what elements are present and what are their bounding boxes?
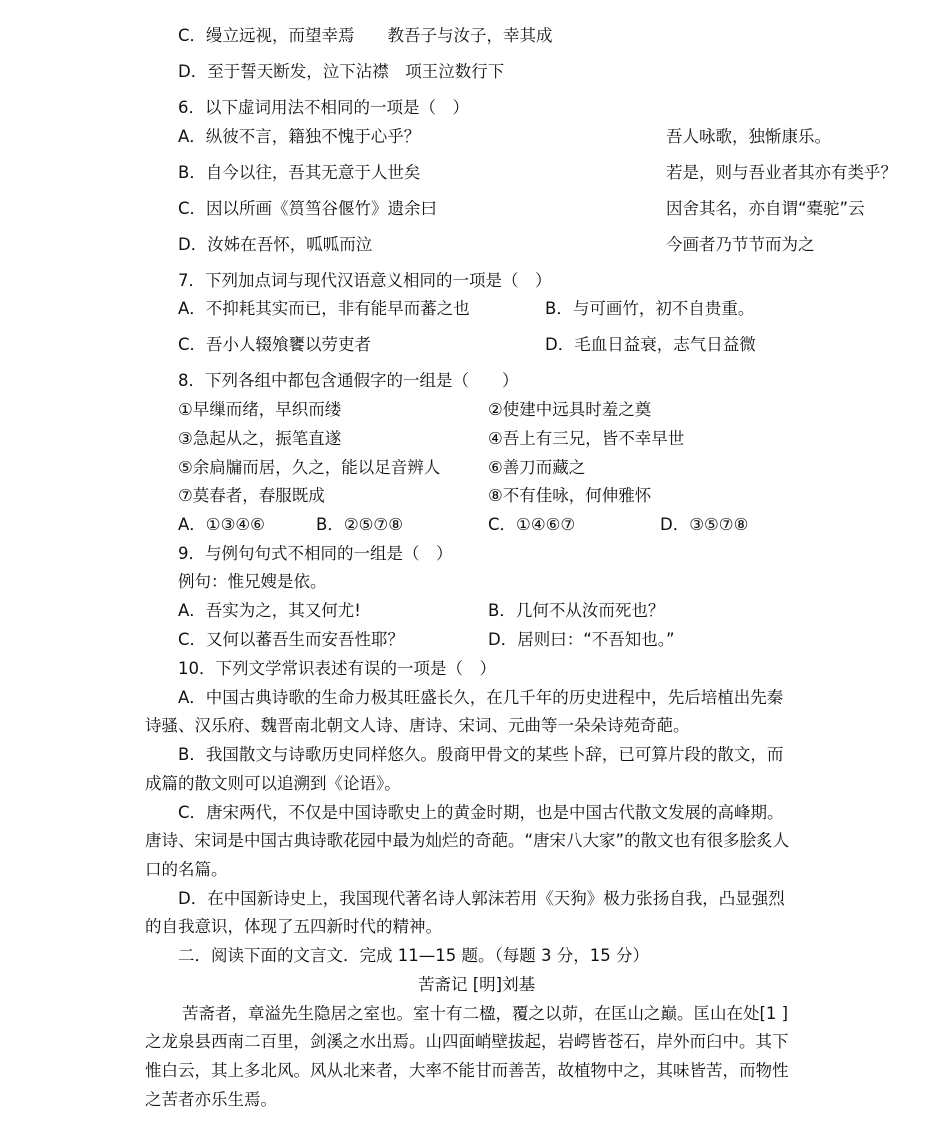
- passage-line-4: 之苦者亦乐生焉。: [145, 1090, 277, 1109]
- q10-option-c-line2: 唐诗、宋词是中国古典诗歌花园中最为灿烂的奇葩。“唐宋八大家”的散文也有很多脍炙人: [145, 831, 790, 850]
- q6-option-d: D．汝姊在吾怀，呱呱而泣 今画者乃节节而为之: [178, 235, 815, 254]
- q10-option-c-line3: 口的名篇。: [145, 860, 228, 879]
- q8-choices: A．①③④⑥ B．②⑤⑦⑧ C．①④⑥⑦ D．③⑤⑦⑧: [178, 515, 749, 534]
- question-6: 6．以下虚词用法不相同的一项是（ ）: [178, 98, 469, 117]
- q7-options-ab: A．不抑耗其实而已，非有能早而蕃之也 B．与可画竹，初不自贵重。: [178, 299, 755, 318]
- q9-options-cd: C．又何以蕃吾生而安吾性耶？ D．居则曰：“不吾知也。”: [178, 630, 675, 649]
- question-9: 9．与例句句式不相同的一组是（ ）: [178, 544, 453, 563]
- question-7: 7．下列加点词与现代汉语意义相同的一项是（ ）: [178, 271, 552, 290]
- q10-option-a-line2: 诗骚、汉乐府、魏晋南北朝文人诗、唐诗、宋词、元曲等一朵朵诗苑奇葩。: [145, 716, 690, 735]
- passage-line-1: 苦斋者，章溢先生隐居之室也。室十有二楹，覆之以茆，在匡山之巅。匡山在处[1 ]: [182, 1004, 789, 1023]
- q10-option-c-line1: C．唐宋两代，不仅是中国诗歌史上的黄金时期，也是中国古代散文发展的高峰期。: [178, 803, 784, 822]
- q8-items-12: ①早缫而绪，早织而缕 ②使建中远具时羞之奠: [178, 400, 652, 419]
- q6-option-a: A．纵彼不言，籍独不愧于心乎？ 吾人咏歌，独惭康乐。: [178, 127, 831, 146]
- q10-option-d-line2: 的自我意识，体现了五四新时代的精神。: [145, 917, 442, 936]
- q8-items-78: ⑦莫春者，春服既成 ⑧不有佳咏，何伸雅怀: [178, 486, 652, 505]
- q10-option-a-line1: A．中国古典诗歌的生命力极其旺盛长久，在几千年的历史进程中，先后培植出先秦: [178, 688, 784, 707]
- q10-option-d-line1: D．在中国新诗史上，我国现代著名诗人郭沫若用《天狗》极力张扬自我，凸显强烈: [178, 889, 785, 908]
- passage-line-2: 之龙泉县西南二百里，剑溪之水出焉。山四面峭壁拔起，岩崿皆苍石，岸外而臼中。其下: [145, 1032, 789, 1051]
- question-10: 10．下列文学常识表述有误的一项是（ ）: [178, 659, 496, 678]
- q7-options-cd: C．吾小人辍飧饔以劳吏者 D．毛血日益衰，志气日益微: [178, 335, 756, 354]
- passage-title: 苦斋记 [明]刘基: [418, 975, 536, 994]
- q8-items-56: ⑤余扃牖而居，久之，能以足音辨人 ⑥善刀而藏之: [178, 458, 586, 477]
- q9-options-ab: A．吾实为之，其又何尤! B．几何不从汝而死也？: [178, 601, 665, 620]
- question-8: 8．下列各组中都包含通假字的一组是（ ）: [178, 371, 519, 390]
- section-2-heading: 二．阅读下面的文言文．完成 11—15 题。（每题 3 分，15 分）: [178, 946, 649, 965]
- q6-option-c: C．因以所画《筼筜谷偃竹》遗余曰 因舍其名，亦自谓“橐驼”云: [178, 199, 865, 218]
- passage-line-3: 惟白云，其上多北风。风从北来者，大率不能甘而善苦，故植物中之，其味皆苦，而物性: [145, 1061, 789, 1080]
- q10-option-b-line1: B．我国散文与诗歌历史同样悠久。殷商甲骨文的某些卜辞，已可算片段的散文，而: [178, 745, 784, 764]
- q10-option-b-line2: 成篇的散文则可以追溯到《论语》。: [145, 774, 401, 793]
- option-d-q5: D．至于誓天断发，泣下沾襟 项王泣数行下: [178, 62, 505, 81]
- q6-option-b: B．自今以往，吾其无意于人世矣 若是，则与吾业者其亦有类乎？: [178, 163, 897, 182]
- q9-example: 例句：惟兄嫂是依。: [178, 572, 327, 591]
- option-c-q5: C．缦立远视，而望幸焉 教吾子与汝子，幸其成: [178, 26, 553, 45]
- q8-items-34: ③急起从之，振笔直遂 ④吾上有三兄，皆不幸早世: [178, 429, 685, 448]
